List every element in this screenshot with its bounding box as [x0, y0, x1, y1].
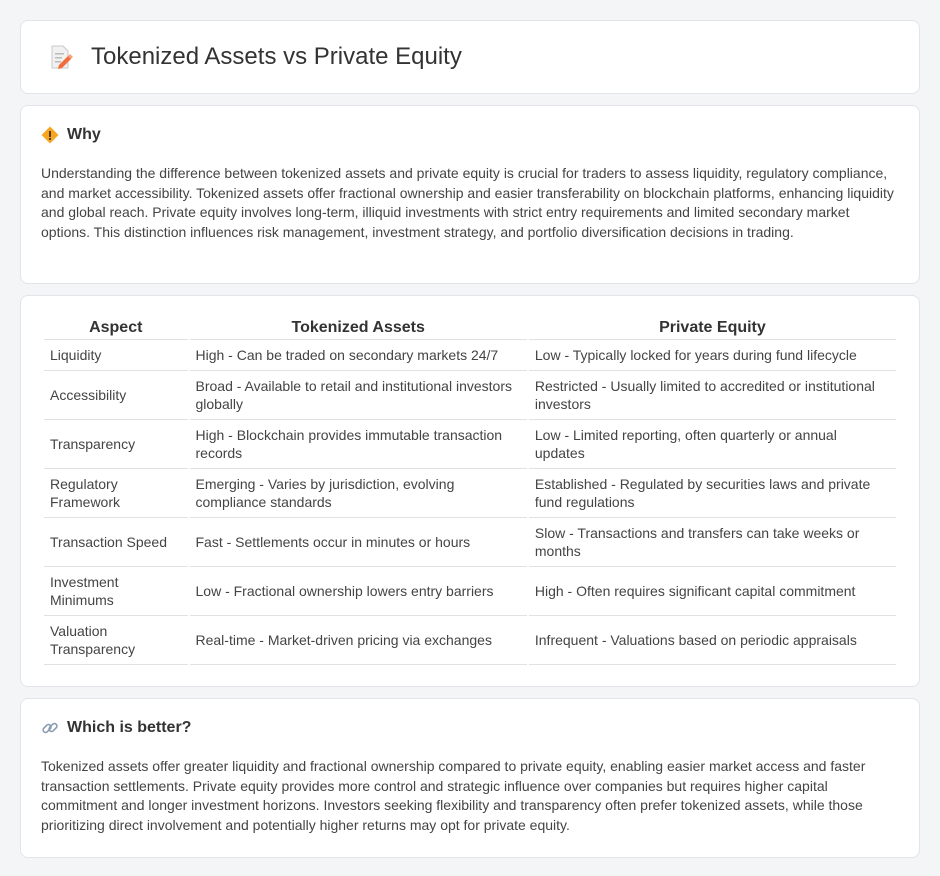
comparison-table-card: [20, 295, 920, 687]
cell-tokenized: Broad - Available to retail and institutional investors globally: [190, 371, 527, 420]
header-aspect: Aspect: [44, 315, 188, 340]
cell-private-equity: Slow - Transactions and transfers can take weeks or months: [529, 518, 896, 567]
cell-private-equity: Infrequent - Valuations based on periodic appraisals: [529, 616, 896, 665]
table-row: [44, 420, 896, 469]
document-pencil-icon: [47, 44, 73, 70]
cell-aspect: Regulatory Framework: [44, 469, 188, 518]
page-title: Tokenized Assets vs Private Equity: [91, 43, 462, 70]
better-heading: [41, 719, 899, 737]
why-heading: [41, 126, 899, 144]
comparison-table: [42, 315, 898, 665]
cell-private-equity: Established - Regulated by securities laws and private fund regulations: [529, 469, 896, 518]
table-row: [44, 567, 896, 616]
cell-private-equity: Low - Typically locked for years during fund lifecycle: [529, 340, 896, 371]
header-tokenized-assets: Tokenized Assets: [190, 315, 527, 340]
better-heading-label: Which is better?: [67, 719, 192, 736]
cell-tokenized: High - Can be traded on secondary markets 24/7: [190, 340, 527, 371]
better-text: Tokenized assets offer greater liquidity and fractional ownership compared to private equity, enabling easier market access and faster transaction settlements. Private equity provides more control and strategic influence over companies but requires higher capital commitment and longer investment horizons. Investors seeking flexibility and transparency often prefer tokenized assets, while those prioritizing direct involvement and potentially higher returns may opt for private equity.: [41, 758, 866, 833]
title-card: [20, 20, 920, 94]
cell-aspect: Investment Minimums: [44, 567, 188, 616]
cell-aspect: Valuation Transparency: [44, 616, 188, 665]
table-row: [44, 616, 896, 665]
which-is-better-section: [20, 698, 920, 858]
cell-tokenized: Emerging - Varies by jurisdiction, evolving compliance standards: [190, 469, 527, 518]
table-row: [44, 518, 896, 567]
why-heading-label: Why: [67, 126, 101, 143]
cell-aspect: Accessibility: [44, 371, 188, 420]
link-icon: [41, 719, 59, 737]
cell-private-equity: Restricted - Usually limited to accredited or institutional investors: [529, 371, 896, 420]
cell-aspect: Transaction Speed: [44, 518, 188, 567]
cell-aspect: Transparency: [44, 420, 188, 469]
cell-tokenized: Low - Fractional ownership lowers entry barriers: [190, 567, 527, 616]
header-private-equity: Private Equity: [529, 315, 896, 340]
diamond-warning-icon: [41, 126, 59, 144]
cell-private-equity: High - Often requires significant capital commitment: [529, 567, 896, 616]
cell-tokenized: High - Blockchain provides immutable transaction records: [190, 420, 527, 469]
why-text: Understanding the difference between tokenized assets and private equity is crucial for traders to assess liquidity, regulatory compliance, and market accessibility. Tokenized assets offer fractional ownership and easier transferability on blockchain platforms, enhancing liquidity and global reach. Private equity involves long-term, illiquid investments with strict entry requirements and limited secondary market options. This distinction influences risk management, investment strategy, and portfolio diversification decisions in trading.: [41, 165, 894, 240]
table-row: [44, 371, 896, 420]
cell-tokenized: Fast - Settlements occur in minutes or hours: [190, 518, 527, 567]
why-section: [20, 105, 920, 284]
table-row: [44, 340, 896, 371]
cell-private-equity: Low - Limited reporting, often quarterly or annual updates: [529, 420, 896, 469]
cell-tokenized: Real-time - Market-driven pricing via exchanges: [190, 616, 527, 665]
cell-aspect: Liquidity: [44, 340, 188, 371]
table-row: [44, 469, 896, 518]
